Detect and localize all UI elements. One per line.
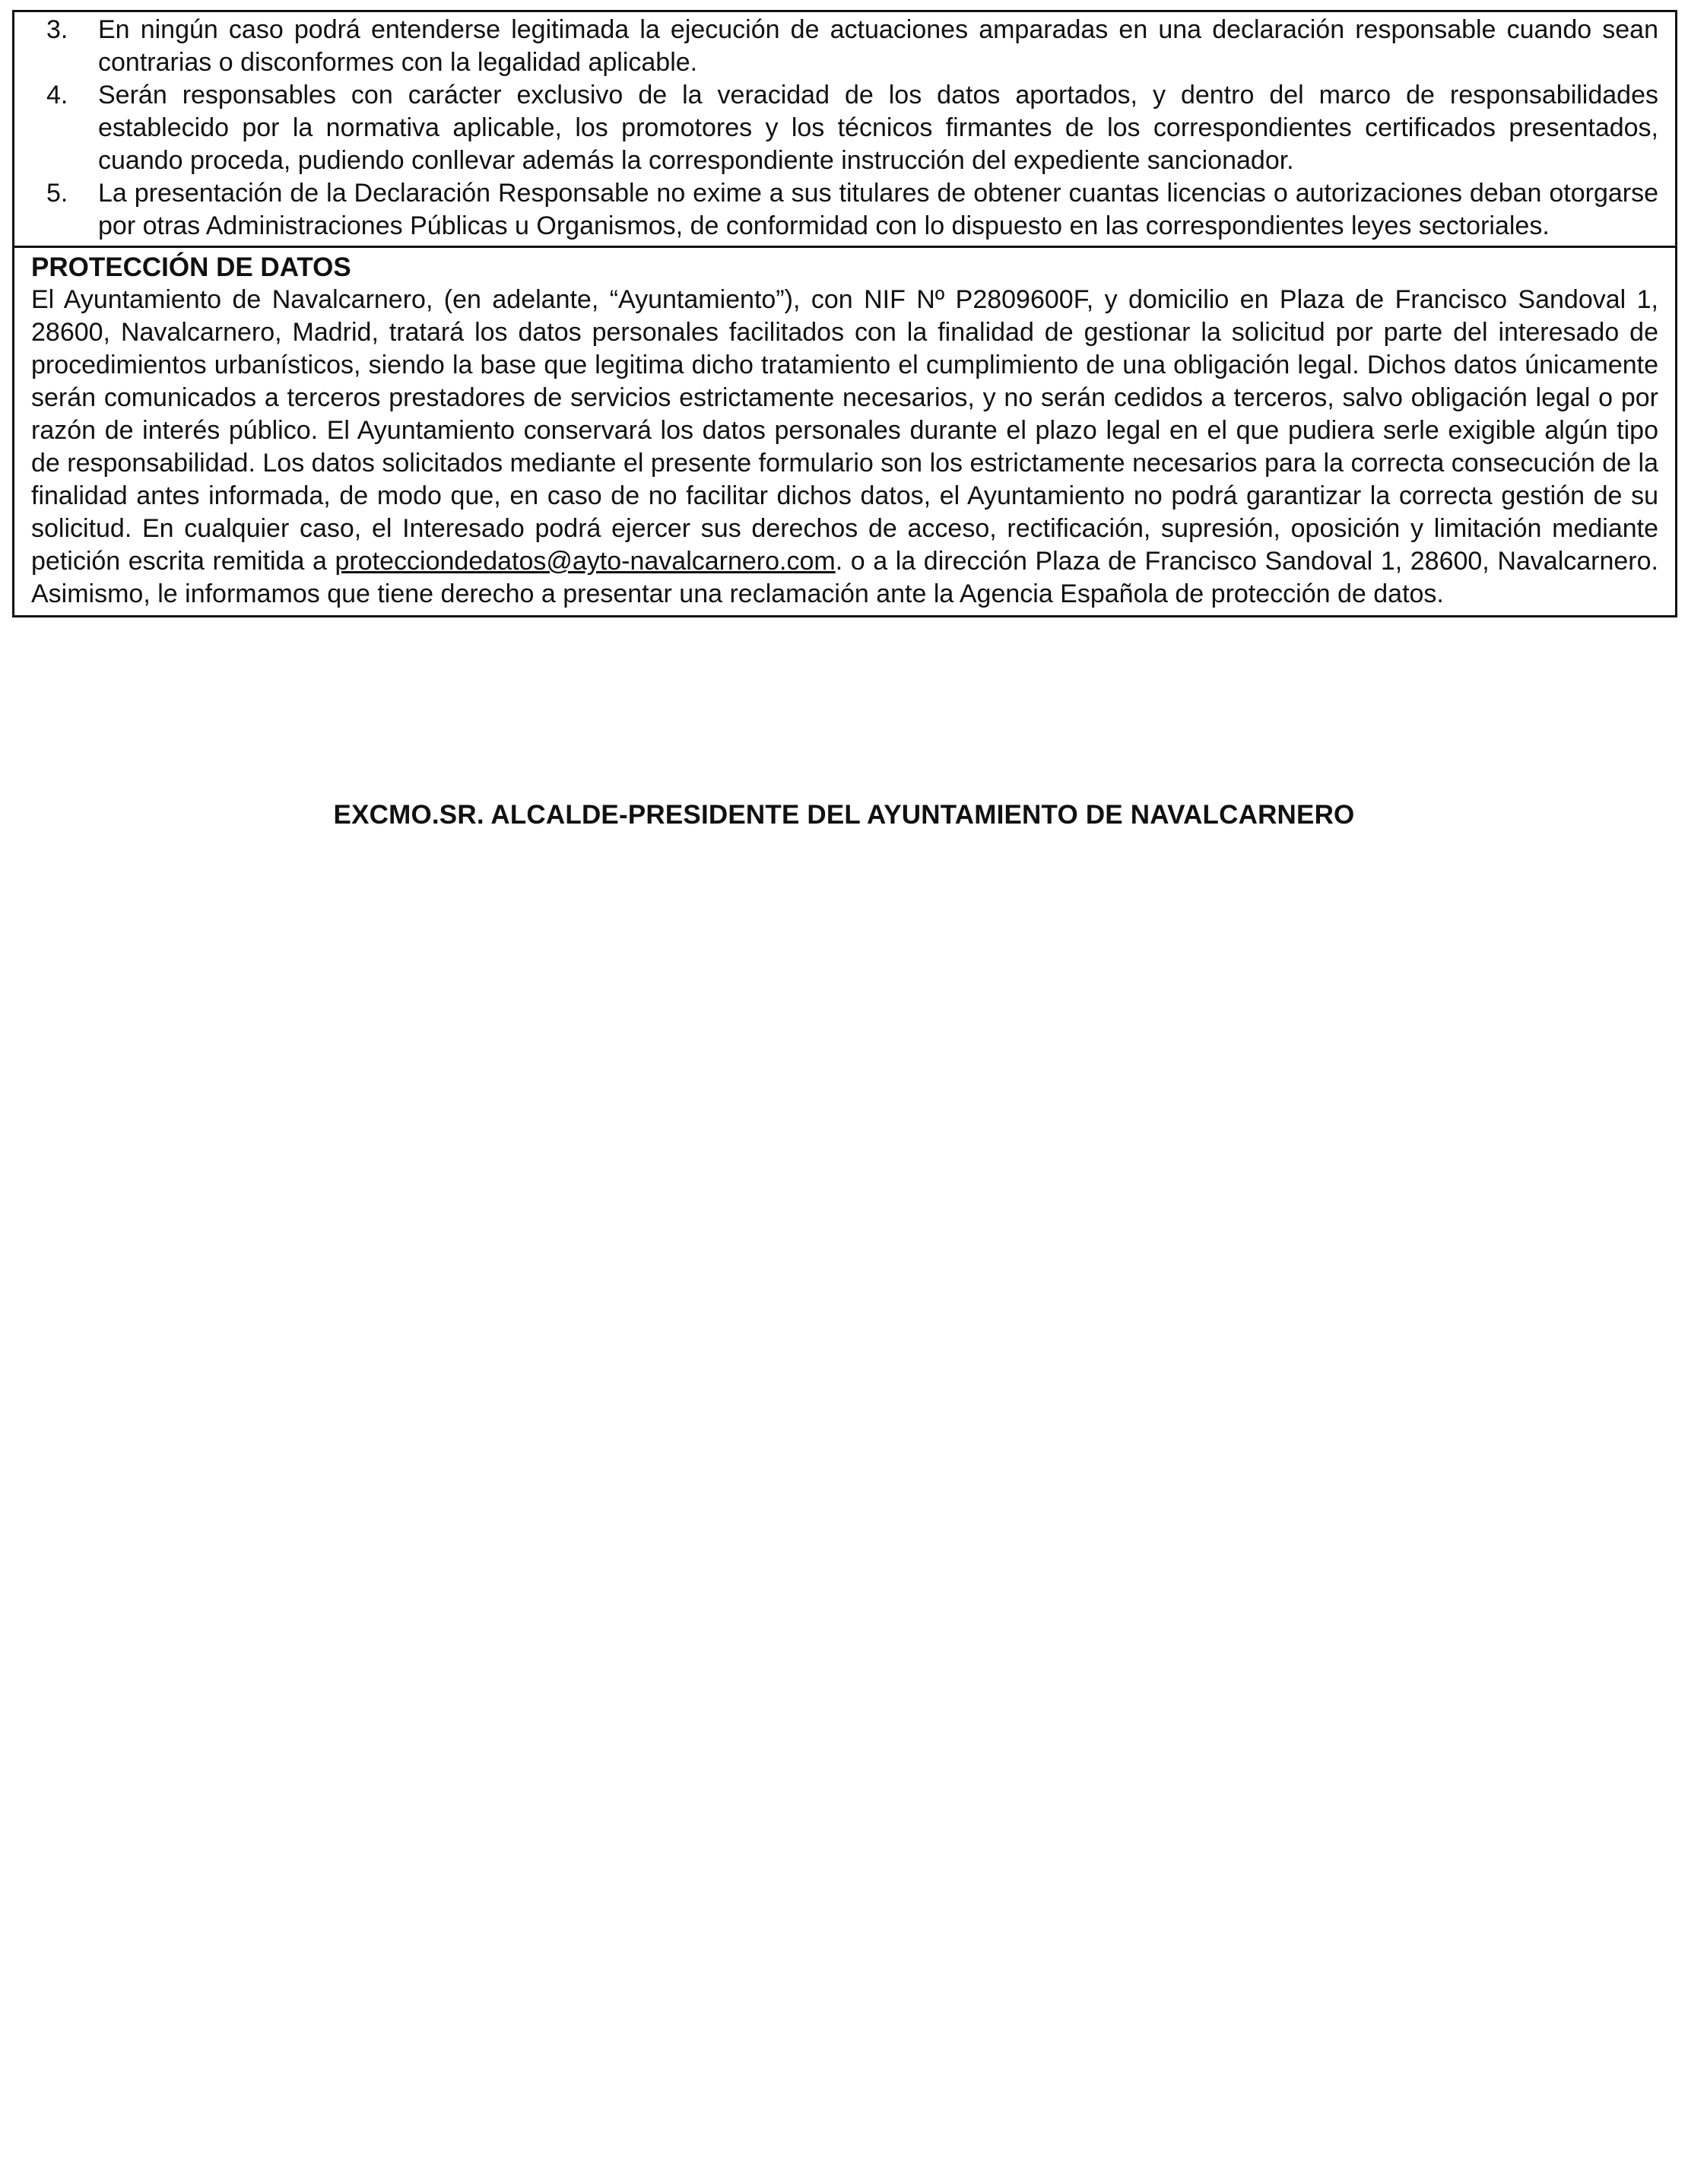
data-protection-section <box>14 248 1675 615</box>
condition-number: 5. <box>46 179 68 208</box>
condition-number: 3. <box>46 15 68 44</box>
addressee-line: EXCMO.SR. ALCALDE-PRESIDENTE DEL AYUNTAMIENTO DE NAVALCARNERO <box>333 800 1355 830</box>
data-protection-email-link[interactable]: protecciondedatos@ayto-navalcarnero.com <box>335 547 836 576</box>
condition-item-5 <box>31 177 1658 243</box>
conditions-list <box>31 14 1658 243</box>
condition-item-4 <box>31 79 1658 177</box>
condition-item-3 <box>31 14 1658 79</box>
data-protection-text-after-email: . o a la dirección Plaza de Francisco Sandoval 1, 28600, Navalcarnero. Asimismo, le informamos que tiene derecho a presentar una reclamación ante la Agencia Española de protección de datos. <box>31 547 1658 608</box>
legal-text-box <box>12 10 1677 617</box>
data-protection-text-before-email: El Ayuntamiento de Navalcarnero, (en adelante, “Ayuntamiento”), con NIF Nº P2809600F, y domicilio en Plaza de Francisco Sandoval 1, 28600, Navalcarnero, Madrid, tratará los datos personales facilitados con la finalidad de gestionar la solicitud por parte del interesado de procedimientos urbanísticos, siendo la base que legitima dicho tratamiento el cumplimiento de una obligación legal. Dichos datos únicamente serán comunicados a terceros prestadores de servicios estrictamente necesarios, y no serán cedidos a terceros, salvo obligación legal o por razón de interés público. El Ayuntamiento conservará los datos personales durante el plazo legal en el que pudiera serle exigible algún tipo de responsabilidad. Los datos solicitados mediante el presente formulario son los estrictamente necesarios para la correcta consecución de la finalidad antes informada, de modo que, en caso de no facilitar dichos datos, el Ayuntamiento no podrá garantizar la correcta gestión de su solicitud. En cualquier caso, el Interesado podrá ejercer sus derechos de acceso, rectificación, supresión, oposición y limitación mediante petición escrita remitida a <box>31 285 1658 576</box>
condition-text: La presentación de la Declaración Responsable no exime a sus titulares de obtener cuantas licencias o autorizaciones deban otorgarse por otras Administraciones Públicas u Organismos, de conformidad con lo dispuesto en las correspondientes leyes sectoriales. <box>98 179 1658 240</box>
condition-number: 4. <box>46 81 68 110</box>
condition-text: Serán responsables con carácter exclusivo de la veracidad de los datos aportados, y dentro del marco de responsabilidades establecido por la normativa aplicable, los promotores y los técnicos firmantes de los correspondientes certificados presentados, cuando proceda, pudiendo conllevar además la correspondiente instrucción del expediente sancionador. <box>98 81 1658 175</box>
condition-text: En ningún caso podrá entenderse legitimada la ejecución de actuaciones amparadas en una declaración responsable cuando sean contrarias o disconformes con la legalidad aplicable. <box>98 15 1658 77</box>
data-protection-title: PROTECCIÓN DE DATOS <box>31 252 351 282</box>
data-protection-body <box>31 284 1658 611</box>
conditions-section <box>14 12 1675 248</box>
